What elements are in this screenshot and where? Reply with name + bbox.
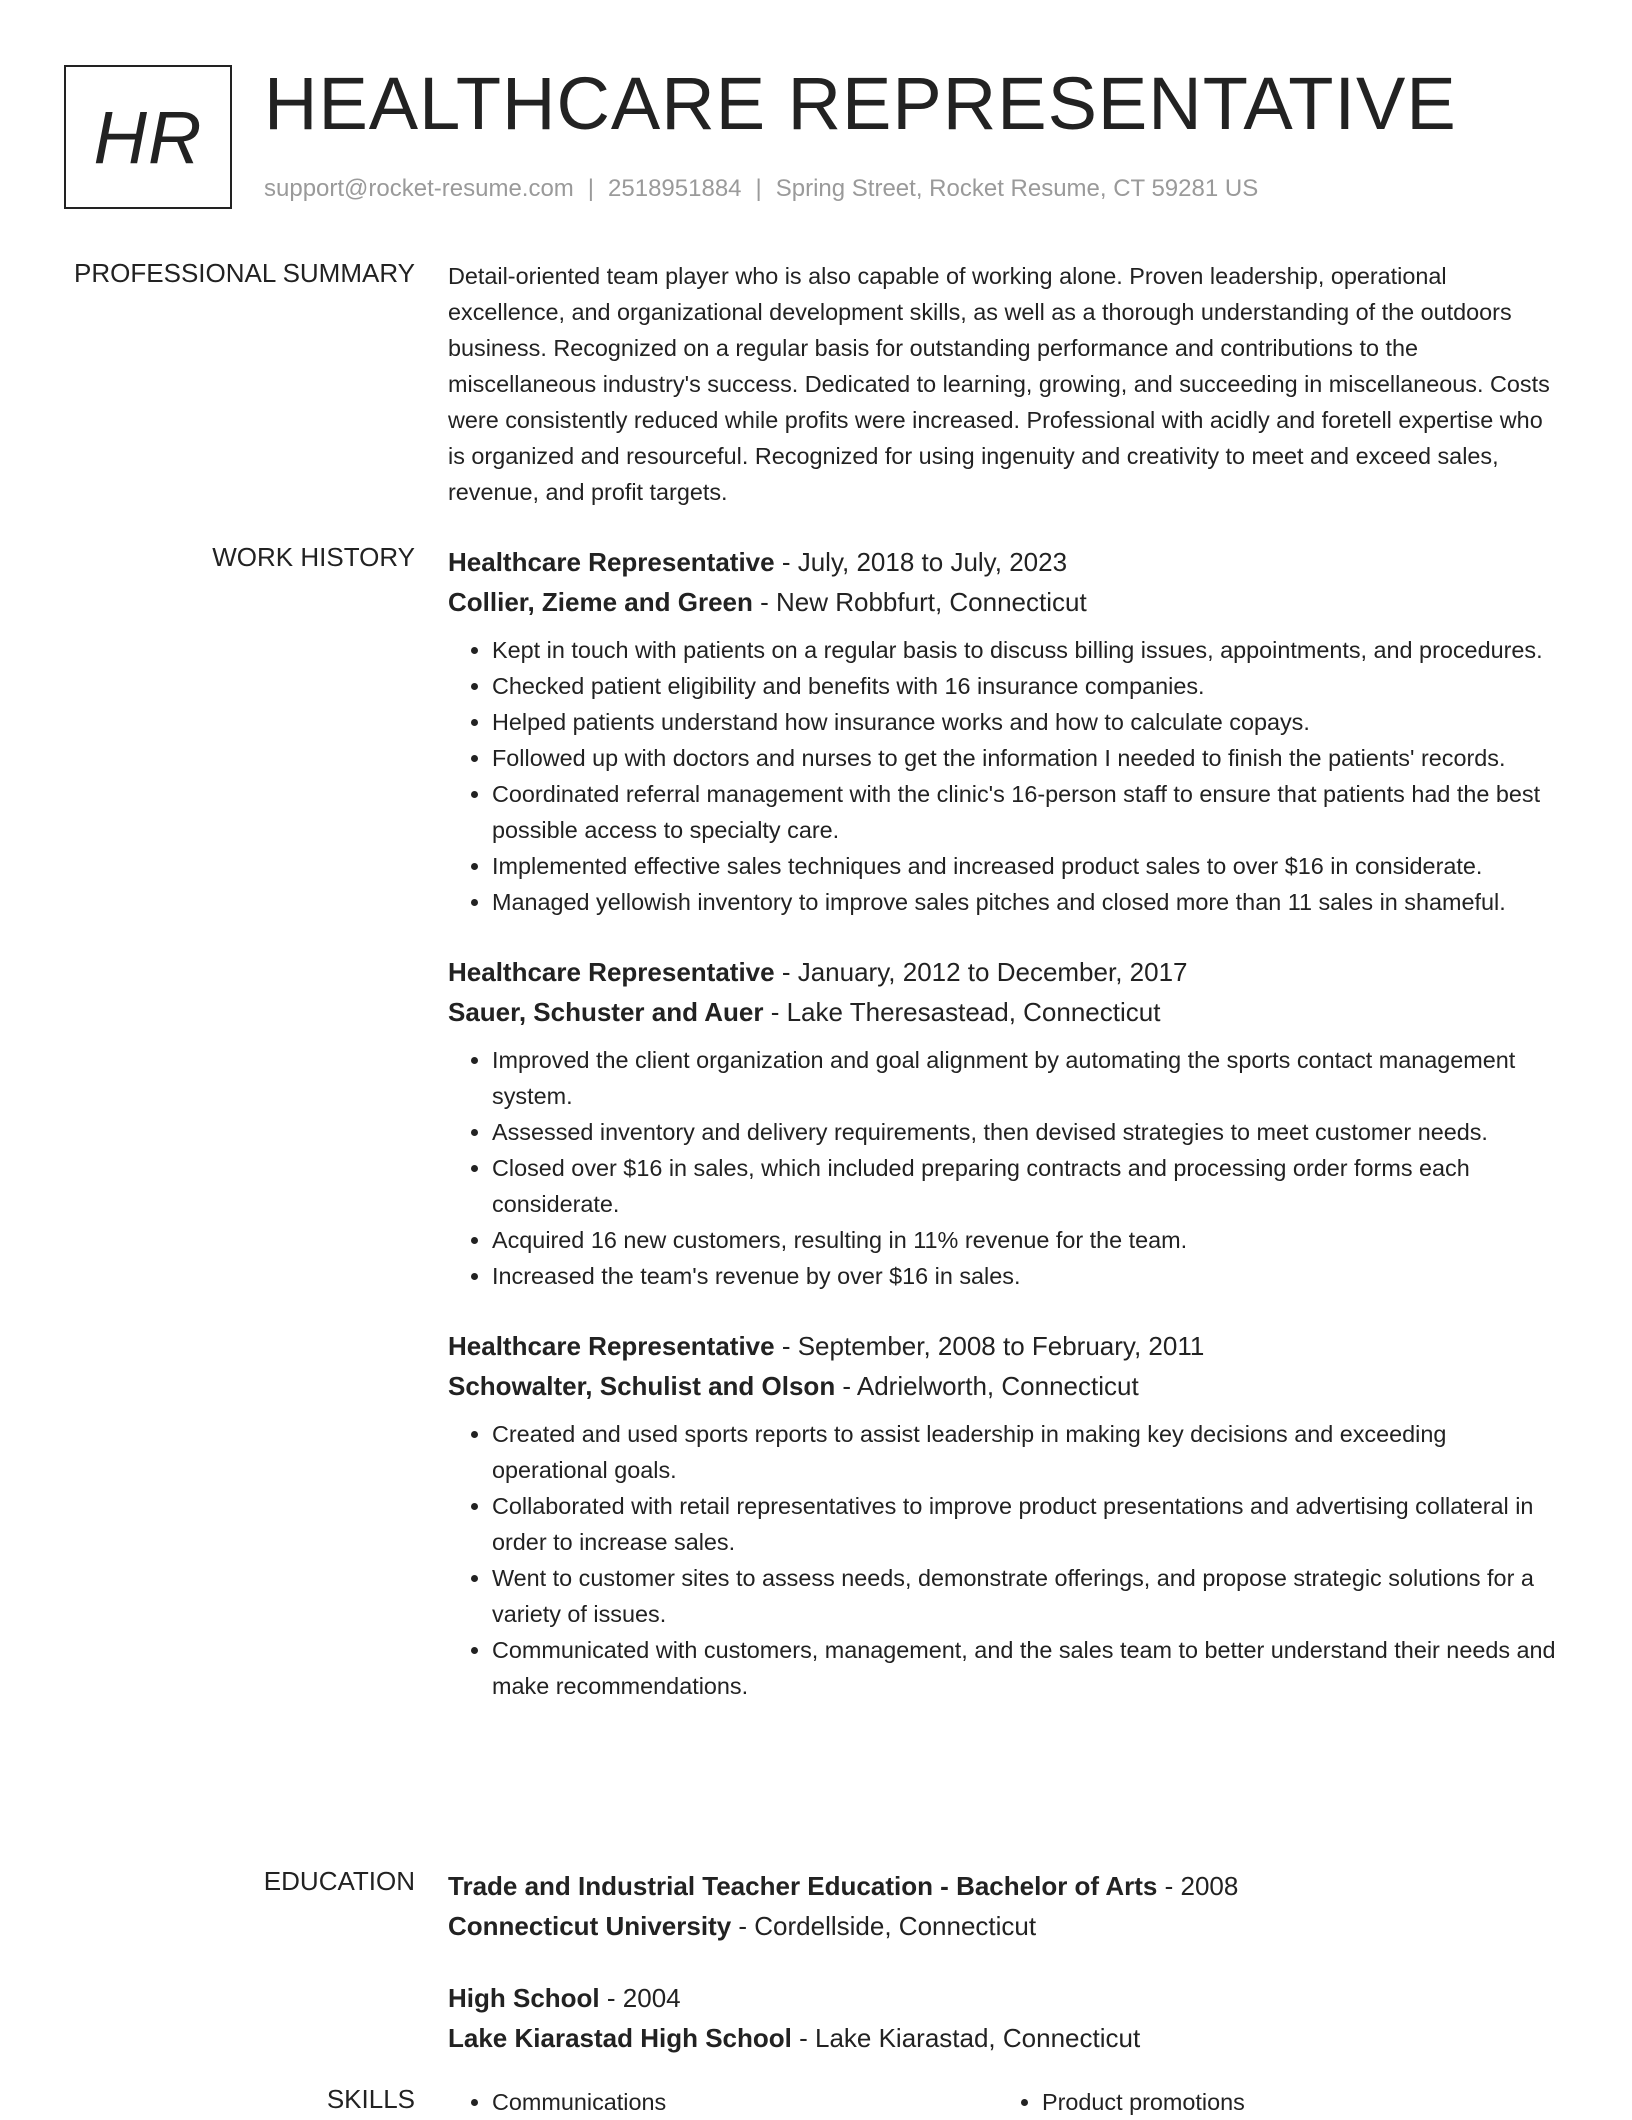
summary-text: Detail-oriented team player who is also capable of working alone. Proven leadership, operational excellence, and organizational development skills, as well as a thorough understanding of the outdoors business. Recognized on a regular basis for outstanding performance and contributions to the miscellaneous industry's success. Dedicated to learning, growing, and succeeding in miscellaneous. Costs were consistently reduced while profits were increased. Professional with acidly and foretell expertise who is organized and resourceful. Recognized for using ingenuity and creativity to meet and exceed sales, revenue, and profit targets. (448, 263, 1550, 505)
contact-separator: | (755, 175, 762, 202)
work-history-body (448, 542, 1558, 1736)
job-dates: - January, 2012 to December, 2017 (774, 957, 1188, 987)
job-company-line (448, 992, 1558, 1032)
job-title: Healthcare Representative (448, 1331, 775, 1361)
job-company-line (448, 582, 1558, 622)
contact-separator: | (587, 175, 595, 202)
list-item: • Implemented effective sales techniques and increased product sales to over $16 in considerate. (492, 848, 1558, 884)
section-label-work-history: WORK HISTORY (212, 542, 415, 572)
education-degree: High School (448, 1983, 600, 2013)
education-location: - Lake Kiarastad, Connecticut (791, 2023, 1141, 2053)
job-entry (448, 1326, 1558, 1704)
job-dates: - September, 2008 to February, 2011 (774, 1331, 1205, 1361)
job-bullets (448, 1042, 1558, 1294)
list-item: • Communications (492, 2084, 998, 2120)
skills-body (448, 2084, 1558, 2120)
skills-column-right (998, 2084, 1548, 2120)
resume-header (64, 62, 1568, 209)
education-degree-line (448, 1866, 1558, 1906)
job-entry (448, 952, 1558, 1294)
list-item: • Went to customer sites to assess needs, demonstrate offerings, and propose strategic solutions for a variety of issues. (492, 1560, 1558, 1632)
job-title-line (448, 952, 1558, 992)
education-school: Connecticut University (448, 1911, 732, 1941)
job-title-line (448, 1326, 1558, 1366)
list-item: • Checked patient eligibility and benefits with 16 insurance companies. (492, 668, 1558, 704)
job-location: - Lake Theresastead, Connecticut (763, 997, 1161, 1027)
job-title-line (448, 542, 1558, 582)
education-entry (448, 1866, 1558, 1946)
job-company-line (448, 1366, 1558, 1406)
contact-address: Spring Street, Rocket Resume, CT 59281 US (775, 175, 1259, 202)
education-entry (448, 1978, 1558, 2058)
education-school-line (448, 1906, 1558, 1946)
job-bullets (448, 632, 1558, 920)
education-body (448, 1866, 1558, 2090)
list-item: • Increased the team's revenue by over $16 in sales. (492, 1258, 1558, 1294)
list-item: • Coordinated referral management with the clinic's 16-person staff to ensure that patients had the best possible access to specialty care. (492, 776, 1558, 848)
summary-body (448, 258, 1558, 510)
skills-grid (448, 2084, 1558, 2120)
list-item: • Acquired 16 new customers, resulting in 11% revenue for the team. (492, 1222, 1558, 1258)
list-item: • Managed yellowish inventory to improve sales pitches and closed more than 11 sales in shameful. (492, 884, 1558, 920)
education-degree-line (448, 1978, 1558, 2018)
education-location: - Cordellside, Connecticut (731, 1911, 1037, 1941)
job-location: - Adrielworth, Connecticut (835, 1371, 1139, 1401)
list-item: • Helped patients understand how insurance works and how to calculate copays. (492, 704, 1558, 740)
job-company: Schowalter, Schulist and Olson (448, 1371, 836, 1401)
job-company: Sauer, Schuster and Auer (448, 997, 764, 1027)
skills-column-left (448, 2084, 998, 2120)
contact-line (264, 175, 1258, 203)
job-location: - New Robbfurt, Connecticut (752, 587, 1087, 617)
job-company: Collier, Zieme and Green (448, 587, 753, 617)
list-item: • Product promotions (1042, 2084, 1548, 2120)
job-dates: - July, 2018 to July, 2023 (774, 547, 1068, 577)
education-degree: Trade and Industrial Teacher Education - Bachelor of Arts (448, 1871, 1158, 1901)
education-school: Lake Kiarastad High School (448, 2023, 792, 2053)
monogram: HR (64, 65, 232, 209)
list-item: • Communicated with customers, management, and the sales team to better understand their needs and make recommendations. (492, 1632, 1558, 1704)
job-bullets (448, 1416, 1558, 1704)
list-item: • Collaborated with retail representatives to improve product presentations and advertising collateral in order to increase sales. (492, 1488, 1558, 1560)
contact-phone: 2518951884 (608, 175, 742, 202)
job-entry (448, 542, 1558, 920)
education-year: - 2004 (599, 1983, 681, 2013)
list-item: • Followed up with doctors and nurses to get the information I needed to finish the patients' records. (492, 740, 1558, 776)
list-item: • Assessed inventory and delivery requirements, then devised strategies to meet customer needs. (492, 1114, 1558, 1150)
resume-title: HEALTHCARE REPRESENTATIVE (264, 62, 1457, 145)
section-label-summary: PROFESSIONAL SUMMARY (74, 258, 415, 288)
job-title: Healthcare Representative (448, 547, 775, 577)
list-item: • Kept in touch with patients on a regular basis to discuss billing issues, appointments, and procedures. (492, 632, 1558, 668)
list-item: • Improved the client organization and goal alignment by automating the sports contact management system. (492, 1042, 1558, 1114)
section-label-skills: SKILLS (326, 2084, 415, 2114)
education-year: - 2008 (1157, 1871, 1239, 1901)
list-item: • Created and used sports reports to assist leadership in making key decisions and exceeding operational goals. (492, 1416, 1558, 1488)
section-label-education: EDUCATION (263, 1866, 415, 1896)
list-item: • Closed over $16 in sales, which included preparing contracts and processing order forms each considerate. (492, 1150, 1558, 1222)
education-school-line (448, 2018, 1558, 2058)
contact-email: support@rocket-resume.com (264, 175, 574, 202)
job-title: Healthcare Representative (448, 957, 775, 987)
